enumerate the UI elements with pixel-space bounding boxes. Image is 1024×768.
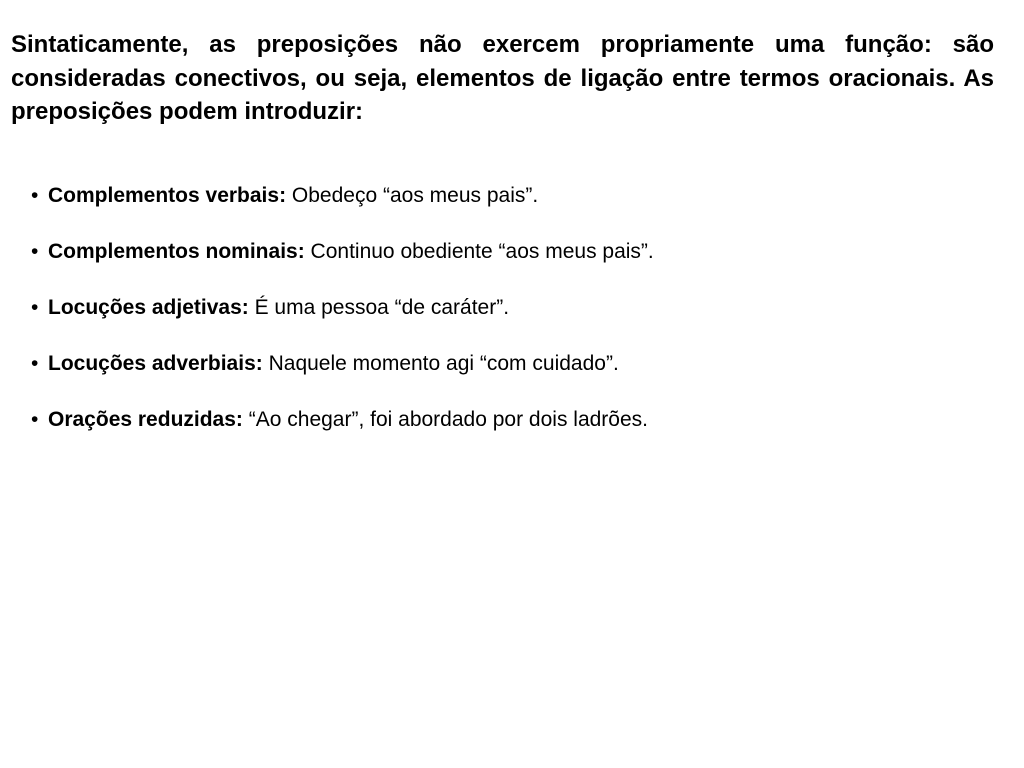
list-item-complementos-verbais (31, 180, 991, 236)
item-term: Complementos nominais: (48, 240, 305, 263)
intro-paragraph: Sintaticamente, as preposições não exercem propriamente uma função: são consideradas conectivos, ou seja, elementos de ligação entre termos oracionais. As preposições podem introduzir: (11, 31, 994, 125)
list-item-complementos-nominais (31, 236, 991, 292)
item-term: Orações reduzidas: (48, 408, 243, 431)
item-term: Locuções adjetivas: (48, 296, 249, 319)
list-item-locucoes-adjetivas (31, 292, 991, 348)
item-term: Complementos verbais: (48, 184, 287, 207)
bullet-icon: • (31, 352, 39, 375)
item-example: É uma pessoa “de caráter”. (254, 296, 510, 319)
bullet-icon: • (31, 184, 39, 207)
bullet-icon: • (31, 296, 39, 319)
list-item-oracoes-reduzidas (31, 404, 991, 460)
item-example: Naquele momento agi “com cuidado”. (268, 352, 619, 375)
preposition-uses-list (31, 180, 991, 460)
bullet-icon: • (31, 408, 39, 431)
item-term: Locuções adverbiais: (48, 352, 263, 375)
item-example: Obedeço “aos meus pais”. (291, 184, 539, 207)
list-item-locucoes-adverbiais (31, 348, 991, 404)
item-example: Continuo obediente “aos meus pais”. (310, 240, 654, 263)
bullet-icon: • (31, 240, 39, 263)
item-example: “Ao chegar”, foi abordado por dois ladrões. (248, 408, 648, 431)
